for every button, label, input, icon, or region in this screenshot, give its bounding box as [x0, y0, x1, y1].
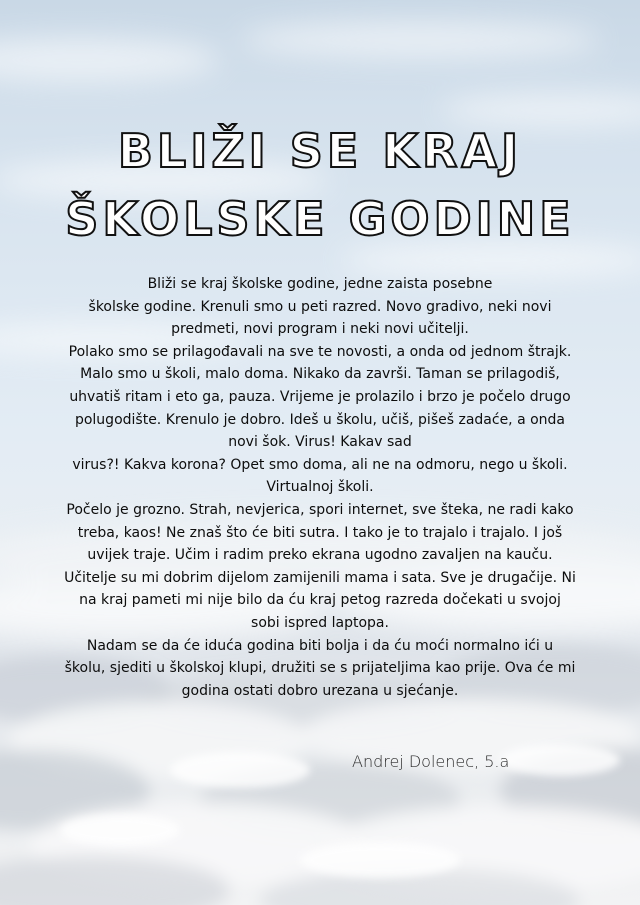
essay-line: na kraj pameti mi nije bilo da ću kraj petog razreda dočekati u svojoj	[79, 592, 561, 609]
essay-line: školske godine. Krenuli smo u peti razred. Novo gradivo, neki novi	[88, 298, 552, 315]
essay-line: Nadam se da će iduća godina biti bolja i da ću moći normalno ići u	[86, 637, 554, 654]
essay-line: sobi ispred laptopa.	[251, 614, 389, 631]
essay-line: Učitelje su mi dobrim dijelom zamijenili mama i sata. Sve je drugačije. Ni	[64, 569, 576, 586]
essay-line: Polako smo se prilagođavali na sve te novosti, a onda od jednom štrajk.	[68, 343, 572, 360]
essay-line: Počelo je grozno. Strah, nevjerica, spori internet, sve šteka, ne radi kako	[66, 501, 574, 518]
essay-line: uhvatiš ritam i eto ga, pauza. Vrijeme je prolazilo i brzo je počelo drugo	[69, 388, 571, 405]
title-line-2: ŠKOLSKE GODINE	[65, 192, 575, 246]
essay-line: treba, kaos! Ne znaš što će biti sutra. I tako je to trajalo i trajalo. I još	[77, 524, 563, 541]
essay-line: novi šok. Virus! Kakav sad	[228, 434, 412, 451]
title-line-1: BLIŽI SE KRAJ	[117, 124, 523, 178]
author-signature: Andrej Dolenec, 5.a	[352, 752, 510, 771]
essay-line: predmeti, novi program i neki novi učitelji.	[171, 321, 469, 338]
essay-body	[22, 273, 618, 702]
essay-line: godina ostati dobro urezana u sjećanje.	[181, 682, 459, 699]
essay-line: Bliži se kraj školske godine, jedne zaista posebne	[147, 276, 493, 292]
essay-line: uvijek traje. Učim i radim preko ekrana ugodno zavaljen na kauču.	[87, 547, 553, 564]
essay-line: Malo smo u školi, malo doma. Nikako da završi. Taman se prilagodiš,	[80, 366, 560, 383]
essay-line: polugodište. Krenulo je dobro. Ideš u školu, učiš, pišeš zadaće, a onda	[74, 411, 566, 428]
essay-line: virus?! Kakva korona? Opet smo doma, ali ne na odmoru, nego u školi.	[72, 456, 568, 473]
essay-line: Virtualnoj školi.	[266, 479, 374, 496]
essay-line: školu, sjediti u školskoj klupi, družiti se s prijateljima kao prije. Ova će mi	[64, 660, 576, 677]
